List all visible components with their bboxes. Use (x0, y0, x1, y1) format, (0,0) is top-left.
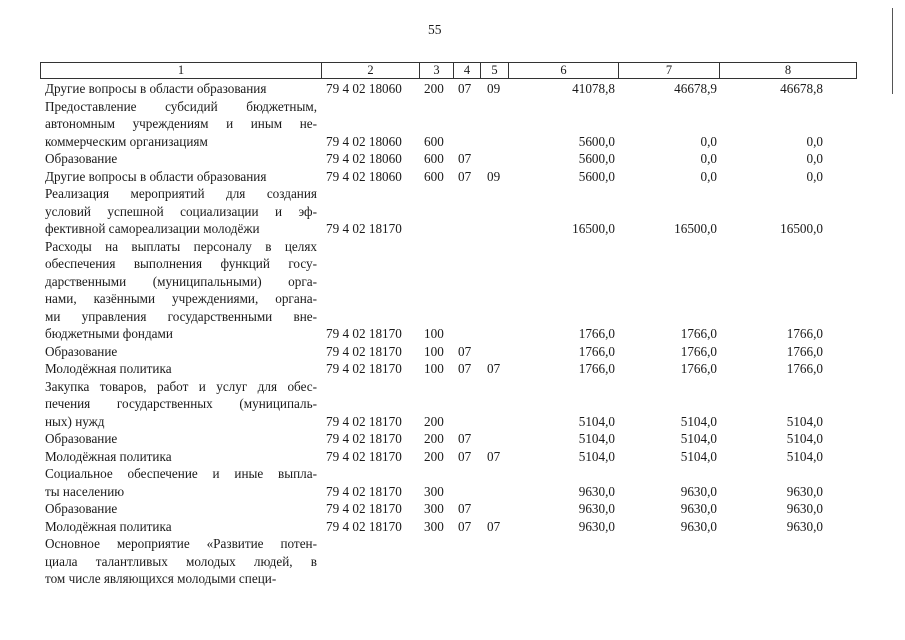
row-name: ных) нужд (45, 413, 105, 429)
row-name: Образование (45, 431, 118, 446)
table-row-line (0, 465, 905, 483)
table-row-line (0, 98, 905, 116)
cell-v7: 46678,9 (674, 81, 717, 96)
table-row-line (0, 378, 905, 396)
table-row-line (0, 448, 905, 466)
table-row-line (0, 553, 905, 571)
row-name: Молодёжная политика (45, 361, 172, 376)
table-row-line (0, 500, 905, 518)
cell-v8: 0,0 (806, 151, 823, 166)
cell-v6: 5104,0 (578, 448, 615, 464)
cell-v6: 1766,0 (578, 361, 615, 376)
cell-v7: 5104,0 (680, 413, 717, 429)
table-row-line (0, 483, 905, 501)
table-row-line (0, 360, 905, 378)
table-row-line (0, 325, 905, 343)
cell-v7: 1766,0 (680, 361, 717, 376)
cell-v6: 9630,0 (578, 518, 615, 534)
cell-v6: 9630,0 (578, 501, 615, 516)
header-col-6: 6 (508, 63, 618, 78)
cell-v7: 9630,0 (680, 518, 717, 534)
header-col-5: 5 (480, 63, 508, 78)
cell-v6: 16500,0 (572, 221, 615, 236)
row-name: Другие вопросы в области образования (45, 81, 267, 96)
cell-rz: 07 (458, 151, 472, 166)
table-row-line (0, 220, 905, 238)
cell-v6: 41078,8 (572, 81, 615, 96)
cell-code: 79 4 02 18060 (326, 81, 402, 96)
cell-code: 79 4 02 18060 (326, 168, 402, 184)
cell-v7: 1766,0 (680, 343, 717, 359)
cell-vr: 600 (424, 151, 444, 166)
cell-code: 79 4 02 18060 (326, 133, 402, 149)
row-name: Молодёжная политика (45, 448, 172, 464)
table-row-line (0, 308, 905, 326)
cell-v8: 1766,0 (786, 343, 823, 359)
cell-vr: 200 (424, 81, 444, 96)
cell-rz: 07 (458, 501, 472, 516)
cell-code: 79 4 02 18170 (326, 221, 402, 236)
cell-code: 79 4 02 18170 (326, 343, 402, 359)
row-name: условий успешной социализации и эф- (45, 203, 317, 219)
cell-v6: 9630,0 (578, 483, 615, 499)
cell-rz: 07 (458, 361, 472, 376)
cell-code: 79 4 02 18170 (326, 448, 402, 464)
row-name: коммерческим организациям (45, 133, 208, 149)
cell-pr: 07 (487, 448, 501, 464)
cell-vr: 300 (424, 483, 444, 499)
row-name: ты населению (45, 483, 125, 499)
table-row-line (0, 430, 905, 448)
cell-v7: 0,0 (700, 151, 717, 166)
cell-pr: 09 (487, 168, 501, 184)
cell-vr: 100 (424, 326, 444, 341)
row-name: печения государственных (муниципаль- (45, 396, 317, 411)
cell-code: 79 4 02 18170 (326, 361, 402, 376)
cell-v6: 5600,0 (578, 151, 615, 166)
cell-rz: 07 (458, 81, 472, 96)
cell-v6: 5600,0 (578, 168, 615, 184)
header-col-1: 1 (40, 63, 321, 78)
row-name: циала талантливых молодых людей, в (45, 553, 317, 569)
cell-v8: 16500,0 (780, 221, 823, 236)
cell-pr: 07 (487, 518, 501, 534)
cell-v7: 0,0 (700, 168, 717, 184)
cell-vr: 200 (424, 431, 444, 446)
table-row-line (0, 570, 905, 588)
cell-v8: 0,0 (806, 168, 823, 184)
cell-rz: 07 (458, 168, 472, 184)
cell-code: 79 4 02 18170 (326, 483, 402, 499)
cell-rz: 07 (458, 518, 472, 534)
row-name: дарственными (муниципальными) орга- (45, 273, 317, 289)
cell-v7: 5104,0 (680, 448, 717, 464)
table-row-line (0, 115, 905, 133)
cell-v7: 9630,0 (680, 501, 717, 516)
cell-v6: 5104,0 (578, 413, 615, 429)
cell-v8: 0,0 (806, 133, 823, 149)
cell-v7: 9630,0 (680, 483, 717, 499)
cell-rz: 07 (458, 343, 472, 359)
row-name: Образование (45, 343, 118, 359)
table-row-line (0, 535, 905, 553)
row-name: Социальное обеспечение и иные выпла- (45, 466, 317, 481)
cell-v8: 5104,0 (786, 448, 823, 464)
cell-code: 79 4 02 18170 (326, 413, 402, 429)
cell-v6: 1766,0 (578, 343, 615, 359)
header-col-2: 2 (321, 63, 419, 78)
row-name: Образование (45, 501, 118, 516)
row-name: ми управления государственными вне- (45, 308, 317, 324)
table-row-line (0, 133, 905, 151)
cell-code: 79 4 02 18170 (326, 326, 402, 341)
table-row-line (0, 413, 905, 431)
row-name: том числе являющихся молодыми специ- (45, 571, 277, 586)
cell-v6: 5104,0 (578, 431, 615, 446)
cell-code: 79 4 02 18060 (326, 151, 402, 166)
cell-vr: 100 (424, 361, 444, 376)
cell-pr: 07 (487, 361, 501, 376)
table-row-line (0, 185, 905, 203)
row-name: Реализация мероприятий для создания (45, 186, 317, 201)
cell-v7: 1766,0 (680, 326, 717, 341)
header-col-8: 8 (719, 63, 857, 78)
table-row-line (0, 518, 905, 536)
cell-v8: 1766,0 (786, 326, 823, 341)
table-row-line (0, 168, 905, 186)
cell-code: 79 4 02 18170 (326, 431, 402, 446)
row-name: Закупка товаров, работ и услуг для обес- (45, 378, 317, 394)
table-row-line (0, 290, 905, 308)
row-name: Образование (45, 151, 118, 166)
table-row-line (0, 255, 905, 273)
header-col-7: 7 (618, 63, 719, 78)
cell-vr: 200 (424, 448, 444, 464)
cell-v7: 16500,0 (674, 221, 717, 236)
cell-v6: 1766,0 (578, 326, 615, 341)
cell-v8: 46678,8 (780, 81, 823, 96)
table-header (40, 62, 857, 79)
cell-v7: 0,0 (700, 133, 717, 149)
row-name: Основное мероприятие «Развитие потен- (45, 536, 317, 551)
row-name: Другие вопросы в области образования (45, 168, 267, 184)
cell-v8: 9630,0 (786, 501, 823, 516)
table-row-line (0, 395, 905, 413)
cell-rz: 07 (458, 431, 472, 446)
table-row-line (0, 273, 905, 291)
table-row-line (0, 343, 905, 361)
cell-v8: 5104,0 (786, 431, 823, 446)
cell-code: 79 4 02 18170 (326, 501, 402, 516)
cell-v8: 9630,0 (786, 483, 823, 499)
cell-v6: 5600,0 (578, 133, 615, 149)
cell-v8: 9630,0 (786, 518, 823, 534)
row-name: автономным учреждениям и иным не- (45, 116, 317, 131)
row-name: Молодёжная политика (45, 518, 172, 534)
row-name: фективной самореализации молодёжи (45, 221, 260, 236)
table-row-line (0, 150, 905, 168)
cell-v8: 5104,0 (786, 413, 823, 429)
row-name: Расходы на выплаты персоналу в целях (45, 238, 317, 254)
cell-vr: 600 (424, 168, 444, 184)
cell-pr: 09 (487, 81, 501, 96)
cell-code: 79 4 02 18170 (326, 518, 402, 534)
table-row-line (0, 203, 905, 221)
page-number: 55 (428, 22, 442, 37)
cell-v7: 5104,0 (680, 431, 717, 446)
row-name: бюджетными фондами (45, 326, 173, 341)
cell-v8: 1766,0 (786, 361, 823, 376)
cell-vr: 100 (424, 343, 444, 359)
table-row-line (0, 80, 905, 98)
cell-vr: 600 (424, 133, 444, 149)
header-col-3: 3 (419, 63, 453, 78)
table-row-line (0, 238, 905, 256)
cell-vr: 300 (424, 518, 444, 534)
row-name: обеспечения выполнения функций госу- (45, 256, 317, 271)
cell-vr: 300 (424, 501, 444, 516)
cell-rz: 07 (458, 448, 472, 464)
cell-vr: 200 (424, 413, 444, 429)
row-name: Предоставление субсидий бюджетным, (45, 98, 317, 114)
header-col-4: 4 (453, 63, 480, 78)
row-name: нами, казёнными учреждениями, органа- (45, 291, 317, 306)
